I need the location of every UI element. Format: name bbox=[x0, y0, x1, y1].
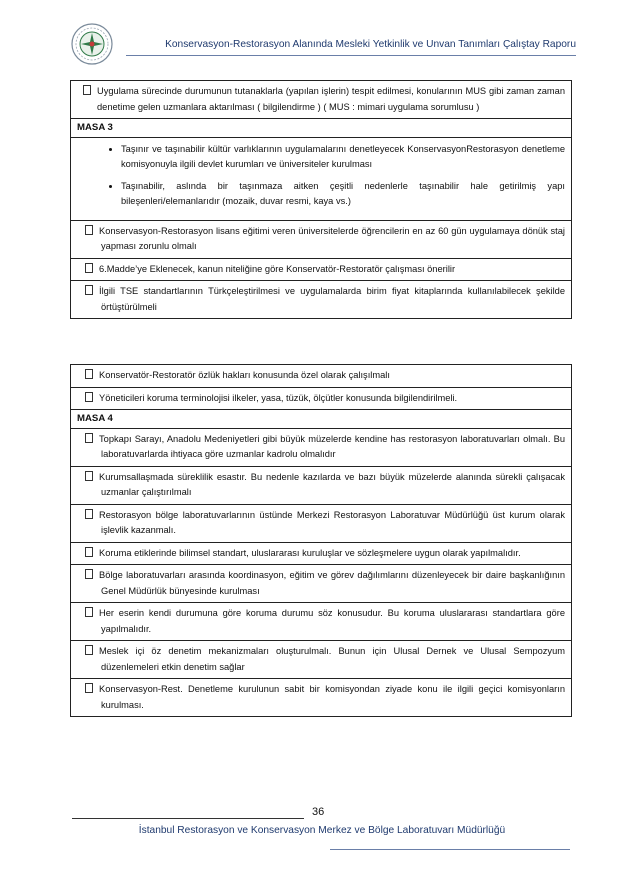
item-text: 6.Madde’ye Eklenecek, kanun niteliğine göre Konservatör-Restoratör çalışması önerilir bbox=[99, 263, 456, 274]
item-text: Kurumsallaşmada süreklilik esastır. Bu nedenle kazılarda ve bazı büyük müzelerde alanında sürekli çalışacak uzmanlar çalıştırılmalı bbox=[99, 471, 565, 497]
masa4-table bbox=[70, 364, 572, 717]
table-row bbox=[71, 603, 572, 641]
masa3-table bbox=[70, 80, 572, 319]
item-text: Koruma etiklerinde bilimsel standart, uluslararası kuruluşlar ve sözleşmelere uygun olarak yapılmalıdır. bbox=[99, 547, 521, 558]
list-item bbox=[71, 281, 571, 318]
table-row bbox=[71, 428, 572, 466]
page-number: 36 bbox=[312, 806, 325, 818]
list-item bbox=[71, 388, 571, 410]
table-row bbox=[71, 137, 572, 220]
table-row bbox=[71, 410, 572, 429]
checkbox-icon bbox=[85, 547, 93, 557]
checkbox-icon bbox=[85, 607, 93, 617]
table-row bbox=[71, 504, 572, 542]
header-title: Konservasyon-Restorasyon Alanında Mesleki Yetkinlik ve Unvan Tanımları Çalıştay Raporu bbox=[165, 39, 576, 50]
checkbox-icon bbox=[85, 369, 93, 379]
checkbox-icon bbox=[83, 85, 91, 95]
item-text: Topkapı Sarayı, Anadolu Medeniyetleri gibi büyük müzelerde kendine has restorasyon laboratuvarları olmalı. Bu laboratuvarlarda ihtiyaca göre uzmanlar kadrolu olmalıdır bbox=[99, 433, 565, 459]
footer-rule bbox=[72, 818, 304, 819]
table-row bbox=[71, 641, 572, 679]
footer-rule bbox=[330, 849, 570, 850]
list-item bbox=[71, 429, 571, 466]
item-text: Uygulama sürecinde durumunun tutanaklarla (yapılan işlerin) tespit edilmesi, konularının MUS gibi zaman zaman denetime gelen uzmanlara aktarılması ( bilgilendirme ) ( MUS : mimari uygulama sorumlusu ) bbox=[97, 86, 565, 112]
table-row bbox=[71, 679, 572, 717]
table-row bbox=[71, 220, 572, 258]
masa3-heading: MASA 3 bbox=[77, 122, 113, 133]
list-item bbox=[71, 221, 571, 258]
table-row bbox=[71, 542, 572, 565]
table-row bbox=[71, 365, 572, 388]
checkbox-icon bbox=[85, 433, 93, 443]
ministry-logo bbox=[70, 22, 114, 66]
list-item bbox=[71, 603, 571, 640]
checkbox-icon bbox=[85, 285, 93, 295]
item-text: Konservatör-Restoratör özlük hakları konusunda özel olarak çalışılmalı bbox=[99, 370, 390, 380]
checkbox-icon bbox=[85, 683, 93, 693]
masa4-heading: MASA 4 bbox=[77, 413, 113, 424]
list-item bbox=[71, 259, 571, 281]
header-rule bbox=[126, 55, 576, 56]
checkbox-icon bbox=[85, 645, 93, 655]
checkbox-icon bbox=[85, 225, 93, 235]
item-text: Konservasyon-Restorasyon lisans eğitimi veren üniversitelerde öğrencilerin en az 60 gün uygulamaya dönük staj yapması zorunlu olmalı bbox=[99, 225, 565, 251]
item-text: Yöneticileri koruma terminolojisi ilkeler, yasa, tüzük, ölçütler konusunda bilgilendirilmeli. bbox=[99, 392, 458, 403]
table-row bbox=[71, 81, 572, 119]
list-item bbox=[71, 467, 571, 504]
list-item bbox=[71, 679, 571, 716]
item-text: İlgili TSE standartlarının Türkçeleştirilmesi ve uygulamalarda birim fiyat kitaplarında kullanılabilecek şekilde örtüştürülmeli bbox=[99, 286, 565, 312]
table-row bbox=[71, 565, 572, 603]
table-row bbox=[71, 466, 572, 504]
bullet-item: • Taşınır ve taşınabilir kültür varlıklarının uygulamalarını denetleyecek KonservasyonRestorasyon denetleme komisyonuyla ilgili devlet kurumları ve üniversiteler kurulması bbox=[121, 142, 565, 173]
page-header bbox=[68, 22, 574, 60]
table-row bbox=[71, 119, 572, 138]
checkbox-icon bbox=[85, 509, 93, 519]
bullet-item: • Taşınabilir, aslında bir taşınmaza aitken çeşitli nedenlerle taşınabilir hale getirilmiş yapı bileşenleri/elemanlarıdır (mozaik, duvar resmi, kaya vs.) bbox=[121, 179, 565, 210]
table-row bbox=[71, 258, 572, 281]
list-item bbox=[71, 505, 571, 542]
list-item bbox=[71, 641, 571, 678]
table-row bbox=[71, 281, 572, 319]
list-item bbox=[71, 543, 571, 565]
table-row bbox=[71, 387, 572, 410]
list-item bbox=[71, 565, 571, 602]
footer-text: İstanbul Restorasyon ve Konservasyon Merkez ve Bölge Laboratuvarı Müdürlüğü bbox=[138, 825, 506, 836]
item-text: Bölge laboratuvarları arasında koordinasyon, eğitim ve görev dağılımlarını düzenleyecek bir daire başkanlığının Genel Müdürlük bünyesinde kurulması bbox=[99, 570, 565, 596]
item-text: Restorasyon bölge laboratuvarlarının üstünde Merkezi Restorasyon Laboratuvar Müdürlüğü üst kurum olarak işlevlik kazanmalı. bbox=[99, 509, 565, 535]
checkbox-icon bbox=[85, 471, 93, 481]
checkbox-icon bbox=[85, 569, 93, 579]
item-text: Konservasyon-Rest. Denetleme kurulunun sabit bir komisyondan ziyade konu ile ilgili geçici komisyonların kurulması. bbox=[99, 684, 565, 710]
list-item bbox=[71, 365, 571, 387]
list-item bbox=[71, 81, 571, 118]
checkbox-icon bbox=[85, 263, 93, 273]
item-text: Meslek içi öz denetim mekanizmaları oluşturulmalı. Bunun için Ulusal Dernek ve Ulusal Sempozyum düzenlemeleri etkin denetim sağlar bbox=[99, 646, 565, 672]
bullet-list bbox=[71, 138, 571, 220]
item-text: Her eserin kendi durumuna göre koruma durumu söz konusudur. Bu koruma uluslararası standartlara göre yapılmalıdır. bbox=[99, 608, 565, 634]
checkbox-icon bbox=[85, 392, 93, 402]
